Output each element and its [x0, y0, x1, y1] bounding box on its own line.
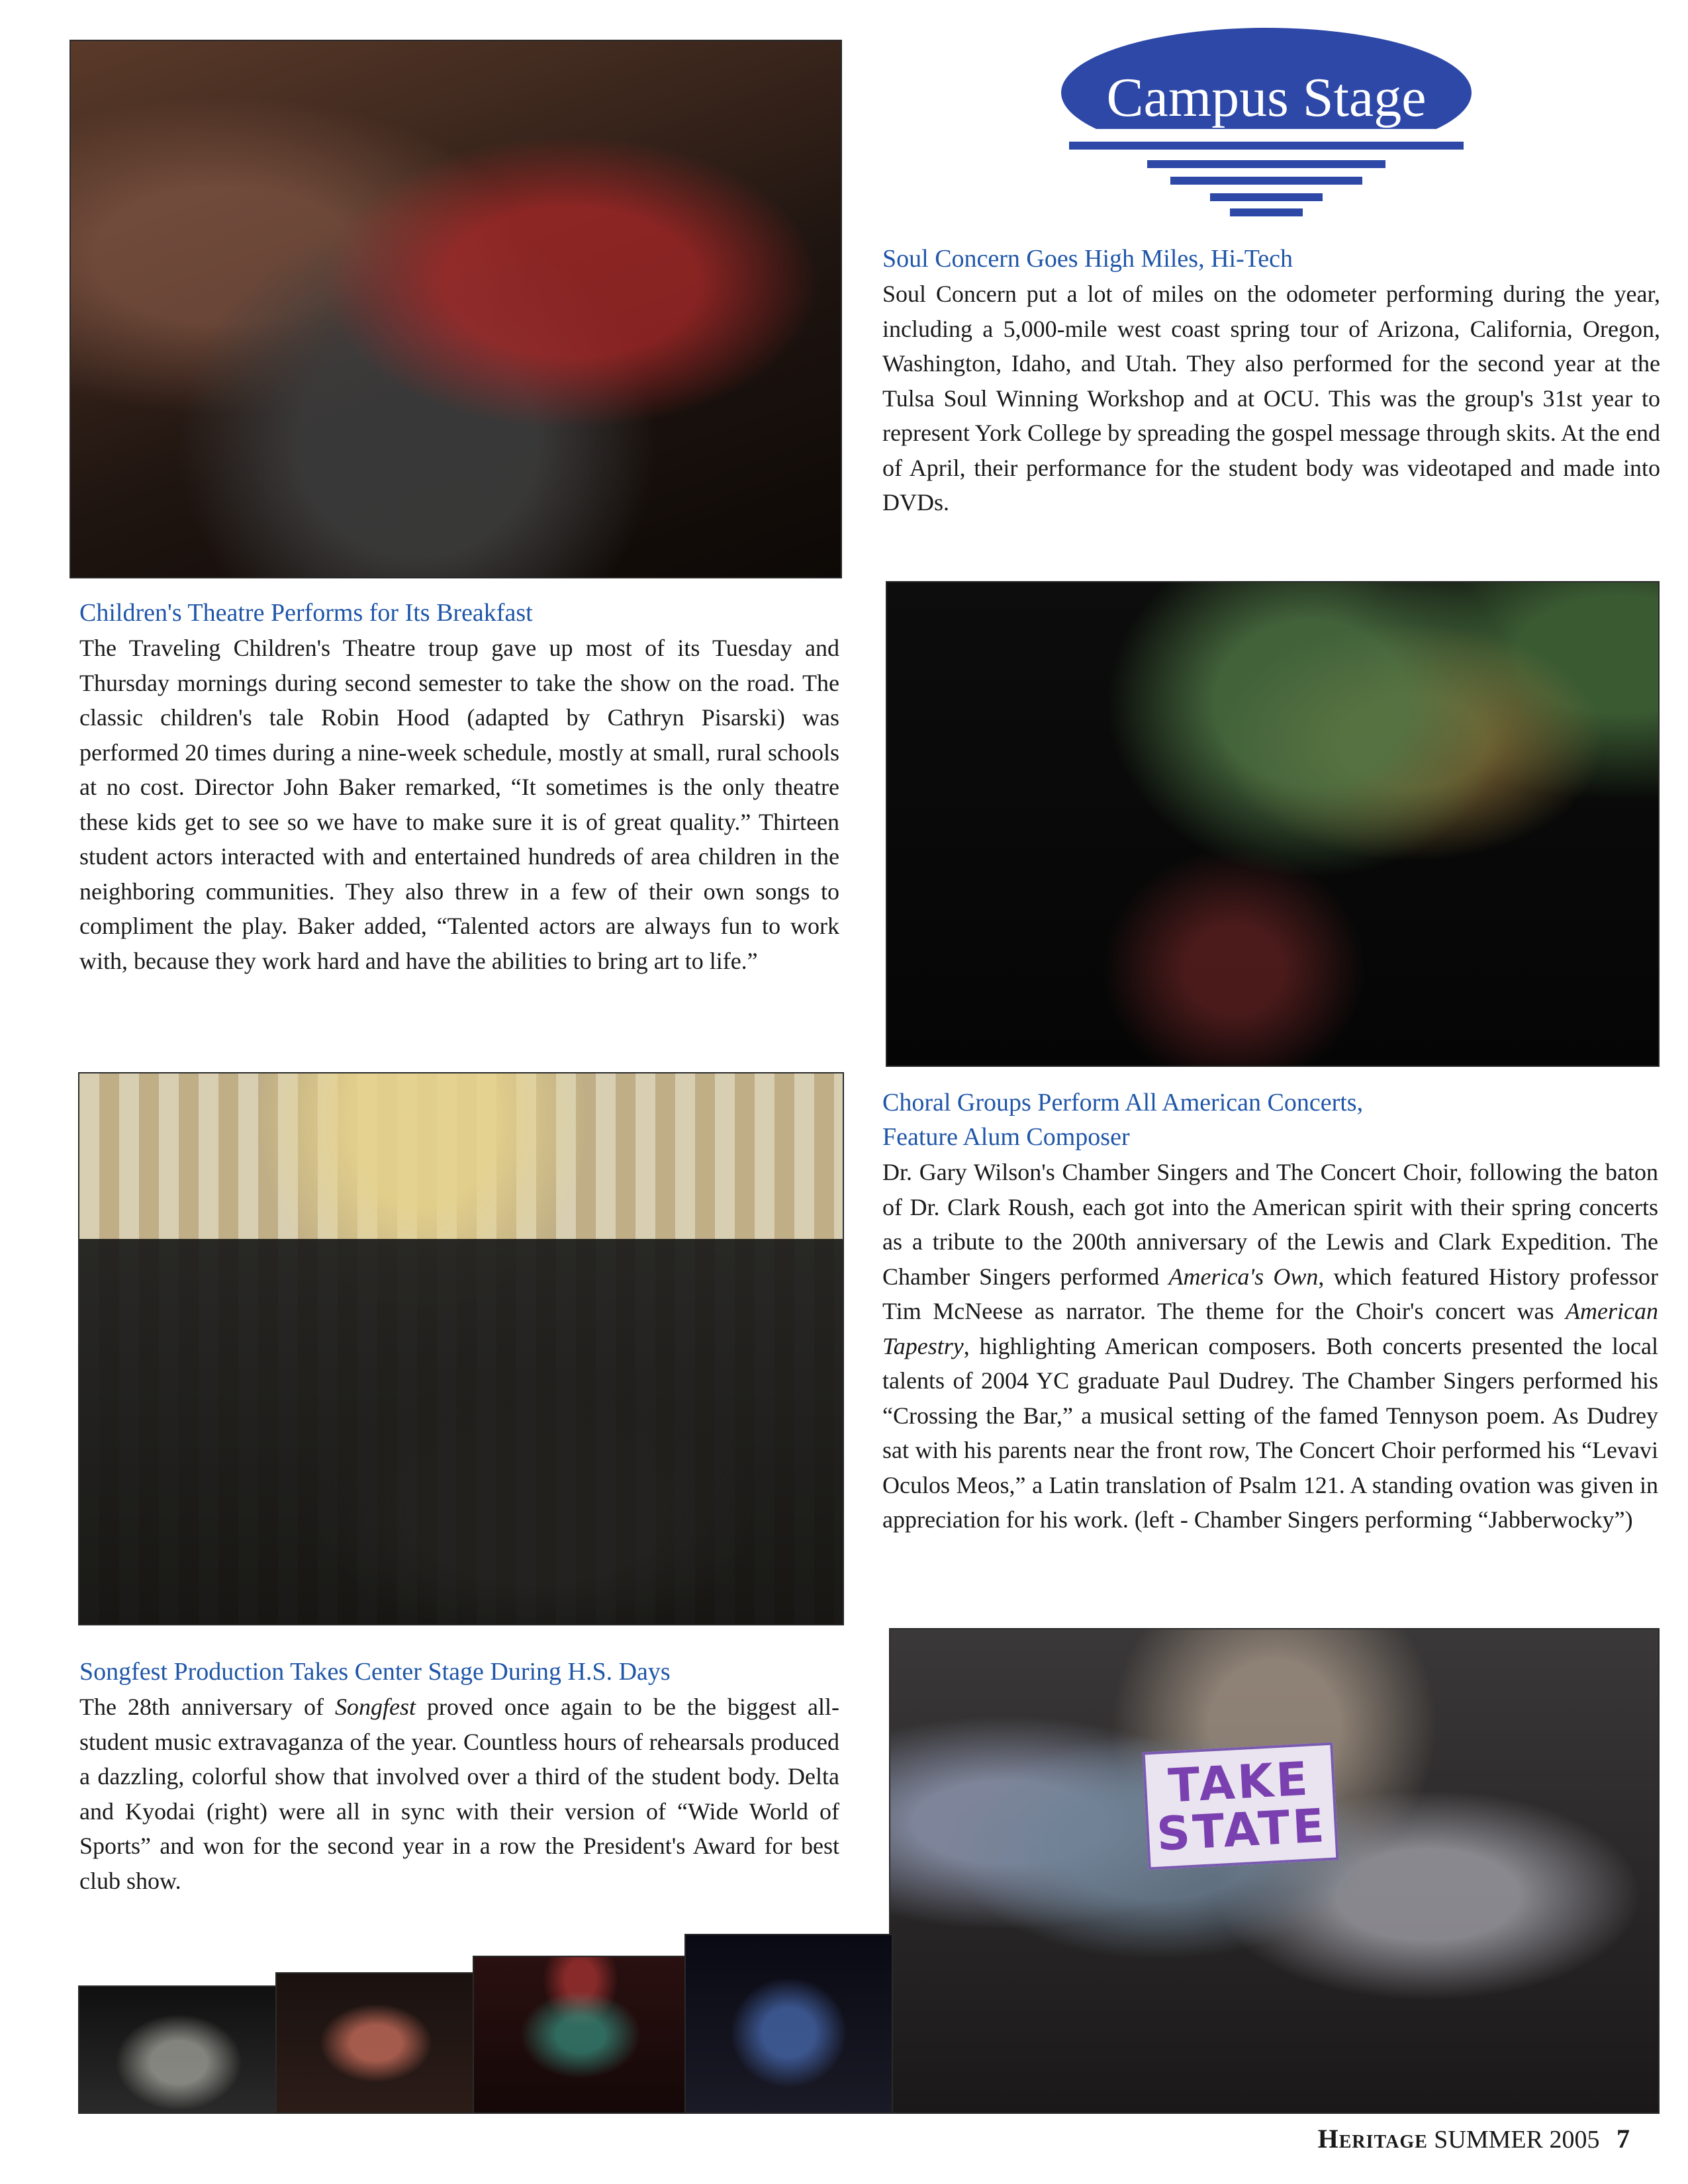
choral-body-text: Dr. Gary Wilson's Chamber Singers and The Concert Choir, following the baton of Dr. Clark Roush, each got into the American spirit with their spring concerts as a tribute to the 200th anniversary of the Lewis and Clark Expedition. The Chamber Singers performed — [882, 1159, 1658, 1290]
choral-concert-title: American Tapestry — [882, 1298, 1658, 1359]
childrens-theatre-body: The Traveling Children's Theatre troup gave up most of its Tuesday and Thursday mornings during second semester to take the show on the road. The classic children's tale Robin Hood (adapted by Cathryn Pisarski) was performed 20 times during a nine-week schedule, mostly at small, rural schools at no cost. Director John Baker remarked, “It sometimes is the only theatre these kids get to see so we have to make sure it is of great quality.” Thirteen student actors interacted with and entertained hundreds of area children in the neighboring communities. They also threw in a few of their own songs to compliment the play. Baker added, “Talented actors are always fun to work with, because they work hard and have the abilities to bring art to life.” — [79, 635, 839, 974]
songfest-photo-1 — [78, 1985, 279, 2114]
choral-heading — [882, 1085, 1664, 1154]
songfest-photo-3 — [473, 1956, 688, 2114]
publication-name: Heritage — [1317, 2124, 1428, 2154]
songfest-body — [79, 1690, 839, 1898]
songfest-body-text: The 28th anniversary of — [79, 1694, 335, 1720]
logo-stripe — [1170, 177, 1362, 185]
songfest-photo-2 — [275, 1972, 477, 2114]
logo-stripe — [1210, 193, 1323, 201]
campus-stage-logo — [1061, 28, 1472, 220]
logo-stripe — [1147, 160, 1385, 168]
issue-date: SUMMER 2005 — [1434, 2126, 1600, 2154]
choral-heading-line-1: Choral Groups Perform All American Concerts, — [882, 1089, 1364, 1116]
soul-concern-heading: Soul Concern Goes High Miles, Hi-Tech — [882, 245, 1293, 273]
songfest-title: Songfest — [334, 1694, 416, 1720]
songfest-winners-photo — [889, 1628, 1660, 2114]
sign-line-1: TAKE — [1166, 1751, 1312, 1813]
page-footer — [1318, 2123, 1630, 2154]
logo-stripe — [1230, 208, 1303, 216]
soul-concern-photo — [70, 40, 842, 578]
choral-heading-line-2: Feature Alum Composer — [882, 1123, 1130, 1151]
choir-photo — [78, 1072, 844, 1625]
sign-line-2: STATE — [1155, 1798, 1329, 1862]
songfest-photo-4 — [684, 1934, 893, 2114]
songfest-heading: Songfest Production Takes Center Stage During H.S. Days — [79, 1658, 671, 1686]
logo-text: Campus Stage — [1106, 67, 1427, 128]
page-number: 7 — [1617, 2124, 1630, 2154]
logo-stripe — [1069, 142, 1464, 150]
songfest-body-text: proved once again to be the biggest all-student music extravaganza of the year. Countless hours of rehearsals produced a dazzling, colorful show that involved over a third of the student body. Delta and Kyodai (right) were all in sync with their version of “Wide World of Sports” and won for the second year in a row the President's Award for best club show. — [79, 1694, 839, 1894]
take-state-sign — [1143, 1743, 1339, 1870]
robin-hood-photo — [886, 581, 1660, 1067]
choral-body-text: , which featured History professor Tim McNeese as narrator. The theme for the Choir's concert was — [882, 1263, 1658, 1324]
choral-body — [882, 1155, 1658, 1537]
choral-concert-title: America's Own — [1168, 1263, 1319, 1290]
choral-body-text: , highlighting American composers. Both concerts presented the local talents of 2004 YC graduate Paul Dudrey. The Chamber Singers performed his “Crossing the Bar,” a musical setting of the famed Tennyson poem. As Dudrey sat with his parents near the front row, The Concert Choir performed his “Levavi Oculos Meos,” a Latin translation of Psalm 121. A standing ovation was given in appreciation for his work. (left - Chamber Singers performing “Jabberwocky”) — [882, 1332, 1658, 1533]
soul-concern-body: Soul Concern put a lot of miles on the odometer performing during the year, including a 5,000-mile west coast spring tour of Arizona, California, Oregon, Washington, Idaho, and Utah. They also performed for the second year at the Tulsa Soul Winning Workshop and at OCU. This was the group's 31st year to represent York College by spreading the gospel message through skits. At the end of April, their performance for the student body was videotaped and made into DVDs. — [882, 281, 1660, 516]
childrens-theatre-heading: Children's Theatre Performs for Its Breakfast — [79, 599, 533, 627]
